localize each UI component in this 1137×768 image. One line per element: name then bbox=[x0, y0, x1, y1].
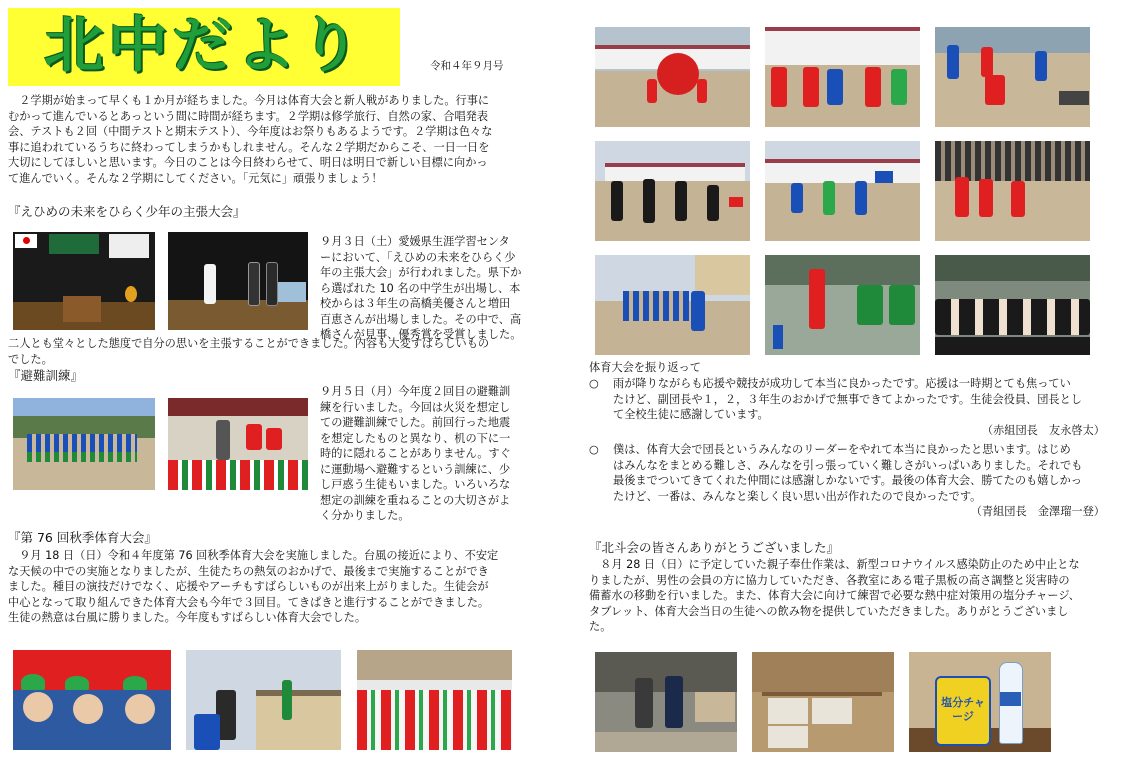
text-line: 僕は、体育大会で団長というみんなのリーダーをやれて本当に良かったと思います。はじめ bbox=[613, 443, 1071, 456]
grid-photo-red-team bbox=[765, 27, 920, 127]
evacuation-text bbox=[320, 384, 550, 524]
intro-line: 会、テストも２回（中間テストと期末テスト）、今年度はお祭りもあるようです。２学期は色々な bbox=[8, 125, 493, 138]
text-line: を想定したものと異なり、机の下に一 bbox=[320, 431, 511, 445]
newsletter-title: 北中だより bbox=[44, 11, 364, 81]
intro-line: 事に追われているうちに終わってしまうかもしれません。そんな２学期だからこそ、一日一日を bbox=[8, 140, 490, 154]
grid-photo-hoop-race bbox=[935, 27, 1090, 127]
issue-date: 令和４年９月号 bbox=[430, 60, 504, 72]
text-line: 練を行いました。今回は火災を想定し bbox=[320, 400, 511, 414]
reflection-item-red bbox=[589, 376, 1129, 438]
text-line: 時的に隠れることがありません。すぐ bbox=[320, 447, 511, 460]
grid-photo-tug-blue bbox=[595, 255, 750, 355]
reflection-item-blue bbox=[589, 442, 1129, 520]
speech-contest-full-text bbox=[8, 336, 556, 367]
text-line: たけど、副団長や１，２，３年生のおかげで無事できてよかったです。生徒会役員、団長とし bbox=[613, 392, 1082, 406]
hokutokai-storage-photo bbox=[752, 652, 894, 752]
grid-photo-dark-uniforms bbox=[595, 141, 750, 241]
bullet-marker: ○ bbox=[589, 443, 599, 456]
grid-photo-ball-race bbox=[595, 27, 750, 127]
intro-line: て進んでいく。そんな２学期にしてください。「元気に」頑張りましょう！ bbox=[8, 171, 383, 185]
grid-photo-blue-relay bbox=[765, 141, 920, 241]
text-line: 二人とも堂々とした態度で自分の思いを主張することができました。内容も大変すばらしいもの bbox=[8, 337, 490, 350]
grid-photo-tug-of-war bbox=[935, 255, 1090, 355]
sports-day-heading: 『第 76 回秋季体育大会』 bbox=[8, 530, 157, 545]
evacuation-field-photo bbox=[13, 398, 155, 490]
text-line: 中心となって取り組んできた体育大会も今年で３回目。てきぱきと進行することができました。 bbox=[8, 595, 490, 609]
text-line: く分かりました。 bbox=[320, 509, 410, 522]
text-line: 最後までついてきてくれた仲間には感謝しかないです。最後の体育大会、勝てたのも嬉しかっ bbox=[613, 474, 1082, 487]
text-line: ９月３日（土）愛媛県生涯学習センタ bbox=[320, 235, 510, 248]
text-line: し戸惑う生徒もいました。いろいろな bbox=[320, 478, 511, 491]
sports-day-cheer-photo bbox=[13, 650, 171, 750]
hokutokai-supplies-photo bbox=[909, 652, 1051, 752]
text-line: 年の主張大会」が行われました。県下か bbox=[320, 266, 522, 279]
blue-captain-signature: （青組団長 金澤瑠一登） bbox=[970, 505, 1105, 518]
text-line: でした。 bbox=[8, 352, 53, 366]
text-line: ９月 18 日（日）令和４年度第 76 回秋季体育大会を実施しました。台風の接近により、不安定 bbox=[8, 549, 499, 562]
sports-day-dance-photo bbox=[357, 650, 512, 750]
text-line: 生徒の熱意は台風に勝りました。今年度もすばらしい体育大会でした。 bbox=[8, 611, 367, 624]
text-line: ８月 28 日（日）に予定していた親子奉仕作業は、新型コロナウイルス感染防止のため中止とな bbox=[589, 558, 1080, 571]
text-line: 橋さんが見事、優秀賞を受賞しました。 bbox=[320, 328, 522, 341]
text-line: ての避難訓練でした。前回行った地震 bbox=[320, 416, 511, 429]
red-captain-signature: （赤組団長 友永啓太） bbox=[981, 423, 1105, 437]
text-line: ました。種目の演技だけでなく、応援やアーチもすばらしいものが出来上がりました。生徒会が bbox=[8, 580, 489, 593]
intro-line: むかって進んでいるとあっという間に時間が経ちます。２学期は修学旅行、自然の家、合唱発表 bbox=[8, 109, 489, 123]
intro-text bbox=[8, 93, 548, 186]
evacuation-students-photo bbox=[168, 398, 308, 490]
text-line: た。 bbox=[589, 620, 612, 633]
intro-line: ２学期が始まって早くも１か月が経ちました。今月は体育大会と新人戦がありました。行事に bbox=[8, 94, 490, 107]
text-line: ーにおいて、「えひめの未来をひらく少 bbox=[320, 250, 516, 264]
text-line: な天候の中での実施となりましたが、生徒たちの熱気のおかげで、最後まで実施することができ bbox=[8, 564, 489, 578]
hokutokai-text bbox=[589, 557, 1131, 635]
text-line: に運動場へ避難するという訓練に、少 bbox=[320, 462, 511, 476]
text-line: ら選ばれた 10 名の中学生が出場し、本 bbox=[320, 281, 521, 295]
speech-contest-award-photo bbox=[168, 232, 308, 330]
bullet-marker: ○ bbox=[589, 377, 599, 390]
hokutokai-volunteers-photo bbox=[595, 652, 737, 752]
text-line: 備蓄水の移動を行いました。また、体育大会に向けて練習で必要な熱中症対策用の塩分チャージ、 bbox=[589, 589, 1080, 602]
evacuation-heading: 『避難訓練』 bbox=[8, 368, 84, 383]
text-line: タブレット、体育大会当日の生徒への飲み物を提供していただきました。ありがとうございまし bbox=[589, 604, 1069, 618]
speech-contest-side-text bbox=[320, 234, 550, 343]
salt-candy-label: 塩分チャージ bbox=[941, 696, 985, 723]
reflection-heading: 体育大会を振り返って bbox=[589, 361, 701, 374]
text-line: りましたが、男性の会員の方に協力していただき、各教室にある電子黒板の高さ調整と災害時の bbox=[589, 573, 1070, 587]
grid-photo-red-runners bbox=[935, 141, 1090, 241]
sports-day-text bbox=[8, 548, 556, 626]
text-line: 百恵さんが出場しました。その中で、高 bbox=[320, 312, 522, 326]
hokutokai-heading: 『北斗会の皆さんありがとうございました』 bbox=[589, 540, 840, 555]
grid-photo-umbrellas bbox=[765, 255, 920, 355]
text-line: て全校生徒に感謝しています。 bbox=[613, 408, 769, 421]
sports-day-arch-photo bbox=[186, 650, 341, 750]
speech-contest-stage-photo bbox=[13, 232, 155, 330]
text-line: はみんなをまとめる難しさ、みんなを引っ張っていく難しさがいっぱいありました。それでも bbox=[613, 458, 1083, 472]
text-line: 校からは３年生の高橋美優さんと増田 bbox=[320, 297, 511, 310]
speech-contest-heading: 『えひめの未来をひらく少年の主張大会』 bbox=[8, 204, 246, 219]
text-line: たけど、一番は、みんなと楽しく良い思い出が作れたので良かったです。 bbox=[613, 489, 982, 503]
text-line: 雨が降りながらも応援や競技が成功して本当に良かったです。応援は一時期とても焦ってい bbox=[613, 377, 1071, 390]
text-line: ９月５日（月）今年度２回目の避難訓 bbox=[320, 385, 511, 398]
text-line: 想定の訓練を重ねることの大切さがよ bbox=[320, 493, 511, 507]
intro-line: 大切にしてほしいと思います。今日のことは今日終わらせて、明日は明日で新しい目標に向かっ bbox=[8, 156, 488, 169]
